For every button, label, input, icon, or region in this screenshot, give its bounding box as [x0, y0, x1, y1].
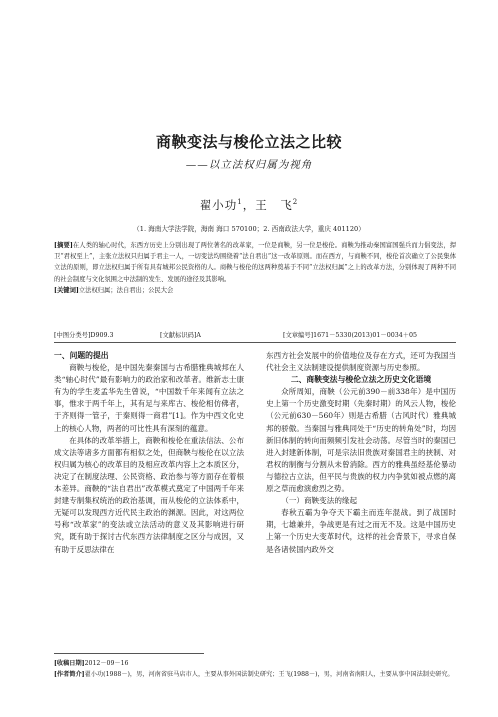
abstract: [54, 240, 456, 285]
footnote-divider: [54, 653, 204, 654]
author-separator: ，: [242, 198, 256, 212]
author-bio: [54, 669, 456, 680]
article-subtitle: ——以立法权归属为视角: [185, 159, 313, 171]
author-affil-mark: 2: [292, 198, 299, 207]
author-line: [0, 197, 498, 213]
paragraph: 众所周知，商鞅（公元前390－前338年）是中国历史上第一个历史激变时期（先秦时期）的风云人物，梭伦（公元前630－560年）则是古希腊（古风时代）雅典城邦的骄傲。当秦国与雅典同处于“历史的转角处”时，均因新旧体制的转向而频频引发社会动荡。尽管当时的秦国已进入封建新体制，可是宗法旧贵族对秦国君主的挟制、对君权的制衡与分割从未曾消除。西方的雅典虽经基伦暴动与德拉古立法，但平民与贵族的权力内争犹如被点燃的离原之草而愈演愈烈之势。: [266, 387, 456, 494]
left-column: [54, 350, 244, 556]
bio-text: 翟小功(1988－)，男，河南省驻马店市人，主要从事外国法制史研究；王飞(1988－)，男，河南省南阳人，主要从事中国法制史研究。: [84, 671, 454, 678]
clc-number: [中图分类号]D909.3: [54, 332, 114, 339]
bio-label: [作者简介]: [54, 671, 85, 678]
keywords: [54, 285, 456, 296]
footnote: [54, 658, 456, 680]
received-value: 2012－09－16: [84, 660, 129, 667]
divider: [54, 342, 456, 343]
author-affil-mark: 1: [237, 198, 243, 207]
abstract-block: [54, 240, 456, 296]
abstract-text: 在人类的轴心时代，东西方历史上分别出现了两位著名的改革家，一位是商鞅，另一位是梭伦。商鞅为推动秦国富国强兵而力倡变法，捍卫“君权至上”，主张立法权只归属于君主一人，一切变法均围绕着“法自君出”这一改革原则。而在西方，与商鞅不同，梭伦首次确立了公民集体立法的原则，即立法权归属于所有具有城邦公民资格的人。商鞅与梭伦的这两种奠基于不同“立法权归属”之上的改革方法，分别体现了两种不同的社会制度与文化氛围之中法制的发生、发展的途径及其影响。: [54, 242, 456, 283]
paragraph: 商鞅与梭伦，是中国先秦秦国与古希腊雅典城邦在人类“轴心时代”最有影响力的政治家和改革者。维新志士康有为的学生麦孟华先生曾说，“中国数千年来闻有立法之事，惟求于两千年上，其有足与来库古、梭伦相仿佛者，于齐则得一管子，于秦则得一商君”[1]。作为中西文化史上的核心人物，两者的可比性具有深刻的蕴意。: [54, 363, 244, 433]
affiliation: （1. 海南大学法学院，海南 海口 570100；2. 西南政法大学，重庆 401120）: [133, 225, 365, 233]
right-column: [266, 350, 456, 556]
article-number: [文章编号]1671－5330(2013)01－0034＋05: [283, 332, 418, 339]
article-title: 商鞅变法与梭伦立法之比较: [155, 133, 342, 151]
abstract-label: [摘要]: [54, 242, 73, 249]
paragraph: 东西方社会发展中的价值地位及存在方式，还可为我国当代社会主义法制建设提供制度资源与历史参照。: [266, 351, 456, 373]
keywords-label: [关键词]: [54, 286, 79, 294]
author-name: 王 飞: [255, 198, 293, 212]
keywords-text: 立法权归属；法自君出；公民大会: [78, 286, 174, 294]
document-code: [文献标识码]A: [160, 332, 201, 339]
paragraph: 在具体的改革举措上，商鞅和梭伦在重法信法、公布成文法等诸多方面都有相似之处，但商鞅与梭伦在以立法权归属为核心的改革目的及相应改革内容上之本质区分，决定了在制度法理、公民资格、政治参与等方面存在着根本差异。商鞅的“法自君出”改革模式奠定了中国两千年来封建专制集权统治的政治基调，而从梭伦的立法体系中，无疑可以发现西方近代民主政治的渊源。因此，对这两位号称“改革家”的变法或立法活动的意义及其影响进行研究，既有助于探讨古代东西方法律制度之区分与成因，又有助于反思法律在: [54, 435, 244, 554]
subsection-heading: （一）商鞅变法的缘起: [281, 496, 358, 506]
received-label: [收稿日期]: [54, 660, 85, 667]
section-heading: 二、商鞅变法与梭伦立法之历史文化语境: [290, 375, 432, 385]
author-name: 翟小功: [199, 198, 238, 212]
received-date: [54, 658, 456, 669]
section-heading: 一、问题的提出: [54, 351, 109, 360]
paragraph: 春秋五霸为争夺天下霸主而连年混战。到了战国时期，七雄兼并，争战更是有过之而无不及。这是中国历史上第一个历史大变革时代，这样的社会背景下，寻求自保是各诸侯国内政外交: [266, 508, 456, 554]
